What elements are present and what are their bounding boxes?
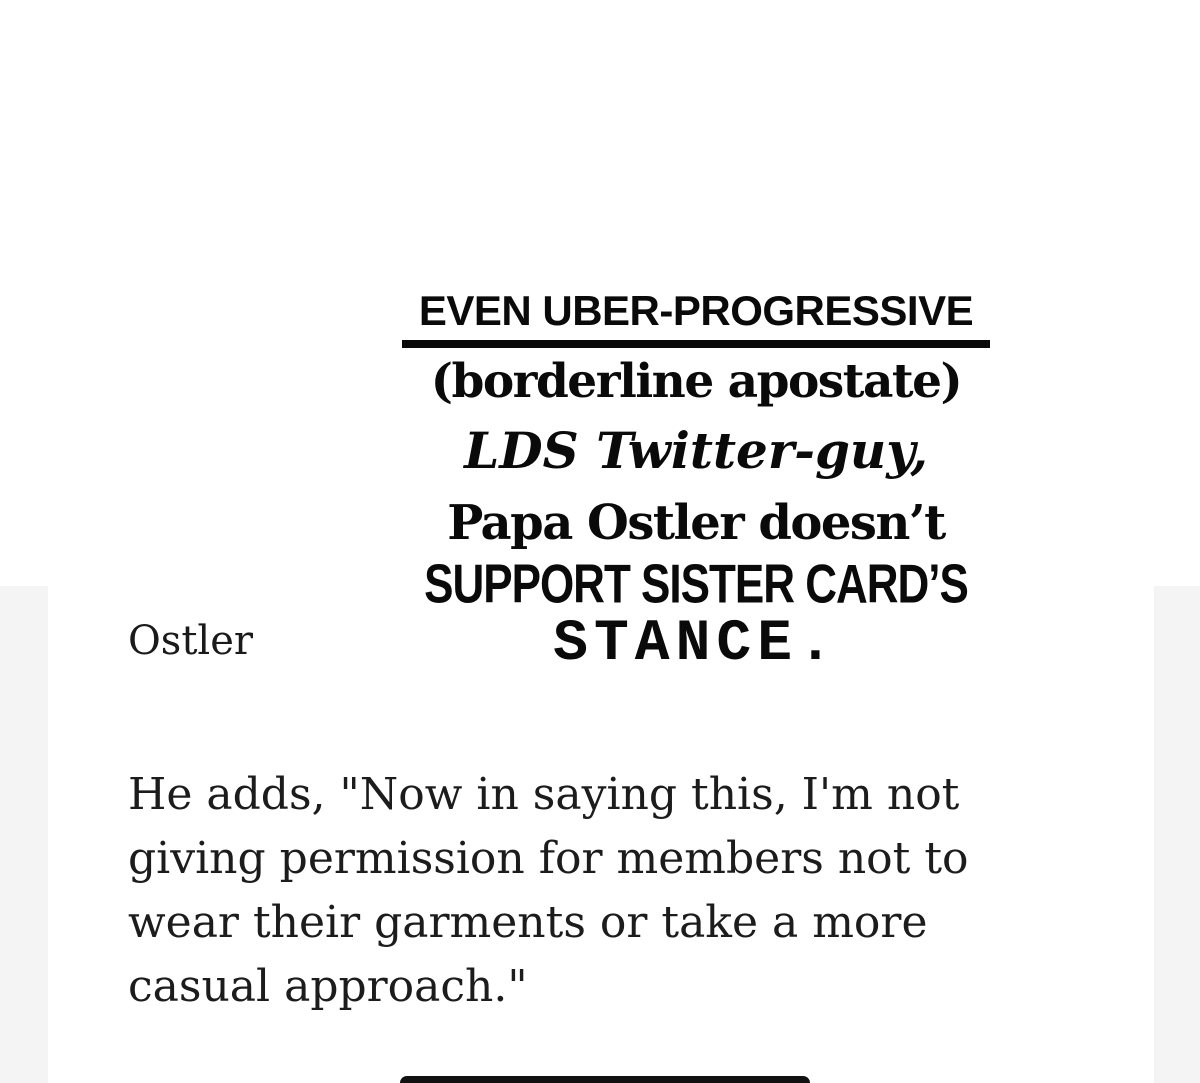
meme-line-2: (borderline apostate) <box>430 354 962 409</box>
article-line: casual approach." <box>128 961 528 1012</box>
article-fragment-text: Ostler <box>128 618 253 664</box>
meme-line-4: Papa Ostler doesn’t <box>447 495 945 551</box>
article-line: giving permission for members not to <box>128 833 969 884</box>
meme-line-1: EVEN UBER-PROGRESSIVE <box>418 287 974 334</box>
article-line: wear their garments or take a more <box>128 897 928 948</box>
meme-line-5: SUPPORT SISTER CARD’S <box>424 553 968 615</box>
article-quote <box>128 750 1128 1032</box>
article-line: He adds, "Now in saying this, I'm not <box>128 769 960 820</box>
meme-line-6: STANCE. <box>553 612 839 677</box>
scroll-indicator <box>400 1076 810 1083</box>
meme-line-3: LDS Twitter-guy, <box>464 421 928 480</box>
meme-caption <box>400 286 992 678</box>
meme-divider <box>402 340 990 348</box>
